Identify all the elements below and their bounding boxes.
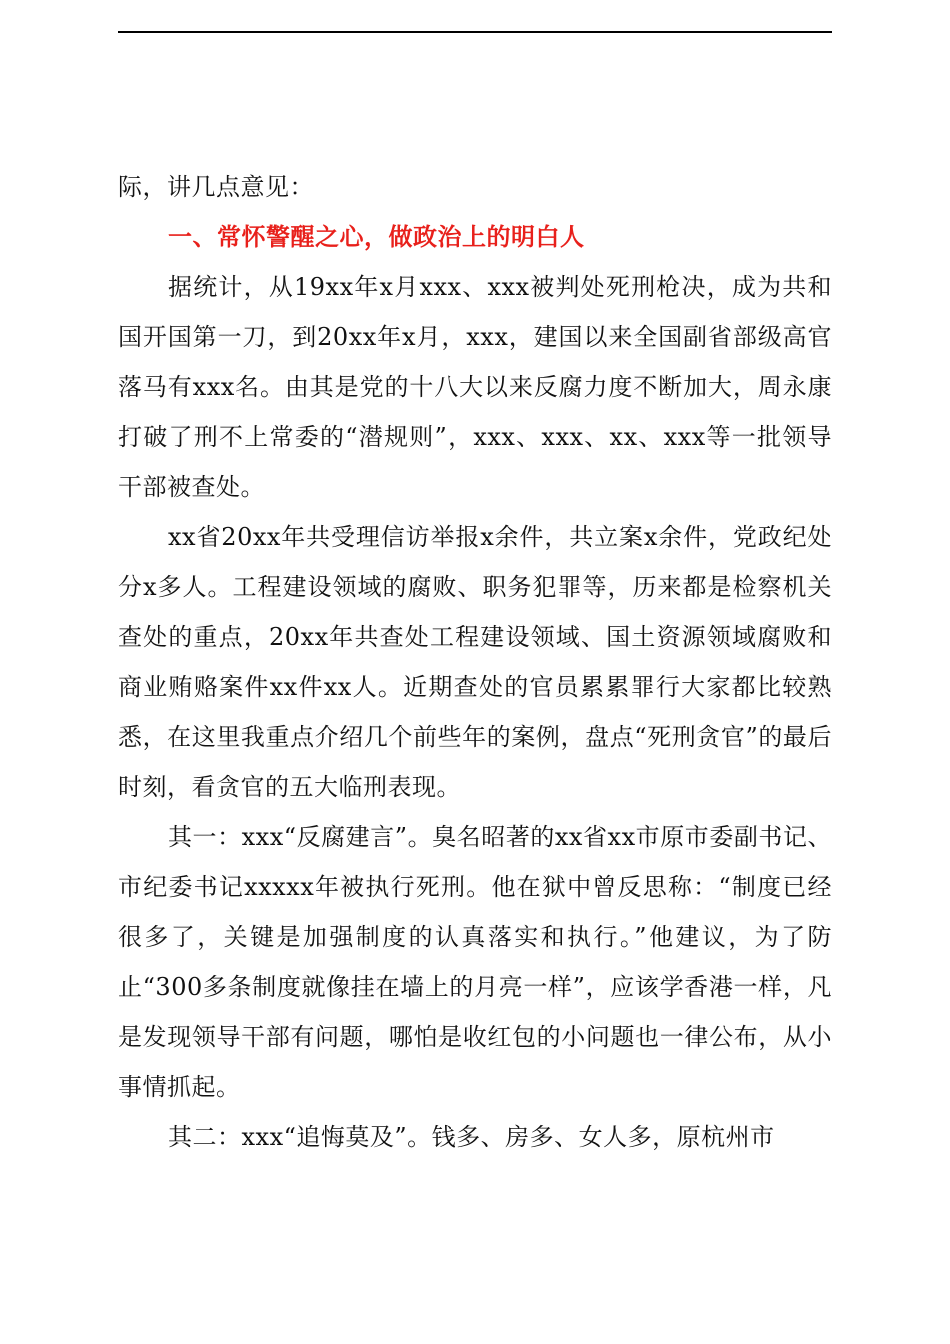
paragraph-statistics: 据统计，从19xx年x月xxx、xxx被判处死刑枪决，成为共和国开国第一刀，到20xx年x月，xxx，建国以来全国副省部级高官落马有xxx名。由其是党的十八大以来反腐力度不断加大，周永康打破了刑不上常委的“潜规则”，xxx、xxx、xx、xxx等一批领导干部被查处。	[118, 273, 832, 501]
opening-fragment: 际，讲几点意见：	[118, 173, 314, 201]
section-heading: 一、常怀警醒之心，做政治上的明白人	[168, 223, 585, 251]
paragraph-provincial-cases: xx省20xx年共受理信访举报x余件，共立案x余件，党政纪处分x多人。工程建设领域的腐败、职务犯罪等，历来都是检察机关查处的重点，20xx年共查处工程建设领域、国土资源领域腐败和商业贿赂案件xx件xx人。近期查处的官员累累罪行大家都比较熟悉，在这里我重点介绍几个前些年的案例，盘点“死刑贪官”的最后时刻，看贪官的五大临刑表现。	[118, 523, 832, 801]
header-rule	[118, 31, 832, 33]
paragraph-case-one: 其一：xxx“反腐建言”。臭名昭著的xx省xx市原市委副书记、市纪委书记xxxxx年被执行死刑。他在狱中曾反思称：“制度已经很多了，关键是加强制度的认真落实和执行。”他建议，为了防止“300多条制度就像挂在墙上的月亮一样”，应该学香港一样，凡是发现领导干部有问题，哪怕是收红包的小问题也一律公布，从小事情抓起。	[118, 823, 832, 1101]
document-body	[118, 162, 832, 1162]
paragraph-case-two: 其二：xxx“追悔莫及”。钱多、房多、女人多，原杭州市	[168, 1123, 775, 1151]
